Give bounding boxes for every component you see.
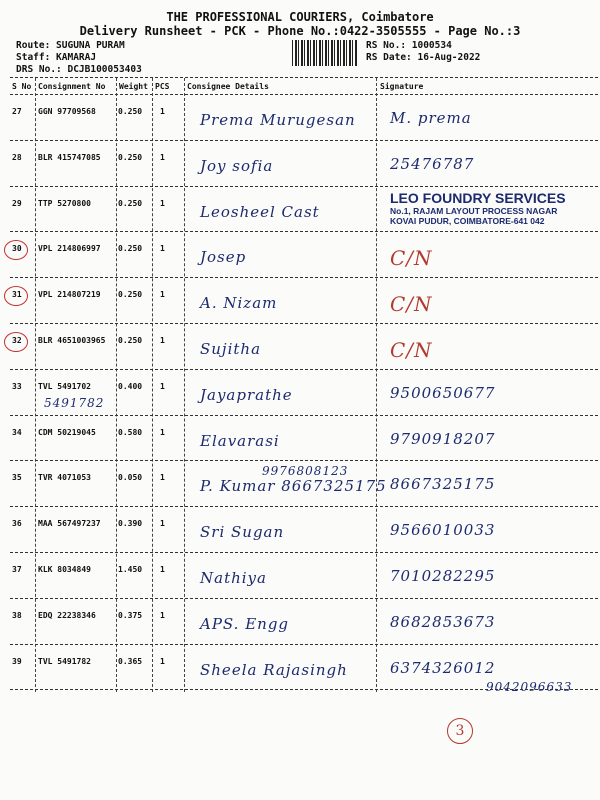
pcs-cell: 1 [160, 473, 165, 483]
pcs-cell: 1 [160, 381, 165, 391]
consignment-cell: MAA 567497237 [38, 519, 101, 529]
handwritten-phone: 9042096633 [486, 680, 573, 694]
weight-cell: 0.250 [118, 290, 143, 300]
pcs-cell: 1 [160, 427, 165, 437]
sno-cell: 27 [12, 107, 22, 116]
signature-handwriting: C/N [390, 292, 433, 317]
signature-handwriting: M. prema [390, 109, 472, 127]
table-row [10, 324, 598, 370]
consignment-cell: CDM 50219045 [38, 427, 96, 437]
consignee-handwriting: Sujitha [200, 340, 262, 358]
weight-cell: 0.250 [118, 152, 143, 162]
weight-cell: 1.450 [118, 565, 143, 574]
weight-cell: 0.250 [118, 107, 143, 116]
sno-cell: 32 [12, 336, 22, 345]
consignment-cell: BLR 415747085 [38, 152, 101, 162]
stamp-line: No.1, RAJAM LAYOUT PROCESS NAGAR [390, 206, 558, 216]
pcs-cell: 1 [160, 519, 165, 529]
signature-handwriting: 8667325175 [390, 475, 496, 494]
consignment-cell: EDQ 22238346 [38, 610, 96, 620]
consignee-handwriting: Joy sofia [200, 156, 274, 175]
consignee-handwriting: Elavarasi [200, 431, 280, 450]
pcs-cell: 1 [160, 107, 165, 116]
pcs-cell: 1 [160, 244, 165, 254]
sno-cell: 36 [12, 519, 22, 529]
weight-cell: 0.250 [118, 244, 143, 254]
company-title: THE PROFESSIONAL COURIERS, Coimbatore [166, 10, 434, 24]
consignment-cell: TVL 5491702 [38, 381, 91, 391]
signature-handwriting: 6374326012 [390, 658, 496, 677]
table-row [10, 553, 598, 599]
sno-cell: 34 [12, 427, 22, 437]
page-number-mark: 3 [447, 718, 473, 744]
table-top-rule [10, 77, 598, 78]
consignee-handwriting: Josep [200, 248, 247, 267]
consignee-handwriting: Prema Murugesan [200, 111, 356, 129]
consignment-cell: KLK 8034849 [38, 565, 91, 574]
table-row [10, 599, 598, 645]
consignment-cell: VPL 214807219 [38, 290, 101, 300]
sno-cell: 29 [12, 198, 22, 208]
consignment-cell: GGN 97709568 [38, 107, 96, 116]
consignment-cell: TVL 5491782 [38, 656, 91, 666]
table-row [10, 141, 598, 187]
barcode-image [292, 40, 358, 66]
consignee-handwriting: Sri Sugan [200, 523, 285, 542]
signature-handwriting: 8682853673 [390, 612, 496, 631]
pcs-cell: 1 [160, 565, 165, 574]
weight-cell: 0.250 [118, 336, 143, 345]
consignment-cell: VPL 214806997 [38, 244, 101, 254]
consignee-handwriting: APS. Engg [200, 614, 290, 633]
handwritten-phone: 9976808123 [262, 464, 349, 478]
table-row [10, 507, 598, 553]
drs-label: DRS No.: DCJB100053403 [16, 64, 142, 75]
weight-cell: 0.400 [118, 381, 143, 391]
sno-cell: 30 [12, 244, 22, 254]
pcs-cell: 1 [160, 198, 165, 208]
route-label: Route: SUGUNA PURAM [16, 40, 125, 51]
consignment-cell: TVR 4071053 [38, 473, 91, 483]
consignment-cell: TTP 5270800 [38, 198, 91, 208]
col-header-pcs: PCS [155, 82, 170, 91]
sno-cell: 35 [12, 473, 22, 483]
table-row [10, 416, 598, 462]
consignee-handwriting: Jayaprathe [200, 385, 293, 404]
stamp-title: LEO FOUNDRY SERVICES [390, 190, 566, 206]
pcs-cell: 1 [160, 290, 165, 300]
consignee-handwriting: Nathiya [200, 569, 267, 587]
sno-cell: 38 [12, 610, 22, 620]
pcs-cell: 1 [160, 336, 165, 345]
col-header-consignment: Consignment No [38, 82, 106, 91]
table-row [10, 278, 598, 324]
signature-handwriting: C/N [390, 246, 433, 271]
sno-cell: 31 [12, 290, 22, 300]
handwritten-consignment: 5491782 [44, 396, 105, 410]
weight-cell: 0.050 [118, 473, 143, 483]
signature-handwriting: 9790918207 [390, 429, 496, 448]
consignee-handwriting: Leosheel Cast [200, 202, 320, 221]
rs-date-label: RS Date: 16-Aug-2022 [366, 52, 481, 63]
sno-cell: 37 [12, 565, 22, 574]
rs-no-label: RS No.: 1000534 [366, 40, 452, 51]
sno-cell: 28 [12, 152, 22, 162]
sno-cell: 39 [12, 656, 22, 666]
stamp-line: KOVAI PUDUR, COIMBATORE-641 042 [390, 216, 545, 226]
runsheet-title: Delivery Runsheet - PCK - Phone No.:0422-3505555 - Page No.:3 [79, 24, 521, 38]
col-header-signature: Signature [380, 82, 424, 91]
signature-handwriting: 9566010033 [390, 521, 496, 540]
weight-cell: 0.580 [118, 427, 143, 437]
signature-handwriting: 7010282295 [390, 567, 496, 585]
circled-row-mark [4, 332, 28, 352]
sno-cell: 33 [12, 381, 22, 391]
pcs-cell: 1 [160, 610, 165, 620]
consignment-cell: BLR 4651003965 [38, 336, 106, 345]
signature-handwriting: 9500650677 [390, 383, 496, 402]
signature-handwriting: C/N [390, 338, 433, 362]
weight-cell: 0.250 [118, 198, 143, 208]
signature-handwriting: 25476787 [390, 154, 475, 173]
weight-cell: 0.365 [118, 656, 143, 666]
consignee-handwriting: A. Nizam [200, 294, 278, 313]
pcs-cell: 1 [160, 152, 165, 162]
consignee-handwriting: P. Kumar 8667325175 [200, 477, 387, 496]
table-row [10, 232, 598, 278]
col-header-sno: S No [12, 82, 32, 91]
circled-row-mark [4, 240, 28, 260]
pcs-cell: 1 [160, 656, 165, 666]
staff-label: Staff: KAMARAJ [16, 52, 97, 63]
weight-cell: 0.390 [118, 519, 143, 529]
col-header-consignee: Consignee Details [187, 82, 269, 91]
table-row [10, 95, 598, 141]
consignee-handwriting: Sheela Rajasingh [200, 660, 348, 679]
weight-cell: 0.375 [118, 610, 143, 620]
company-stamp [390, 190, 590, 226]
col-header-weight: Weight [119, 82, 148, 91]
circled-row-mark [4, 286, 28, 306]
